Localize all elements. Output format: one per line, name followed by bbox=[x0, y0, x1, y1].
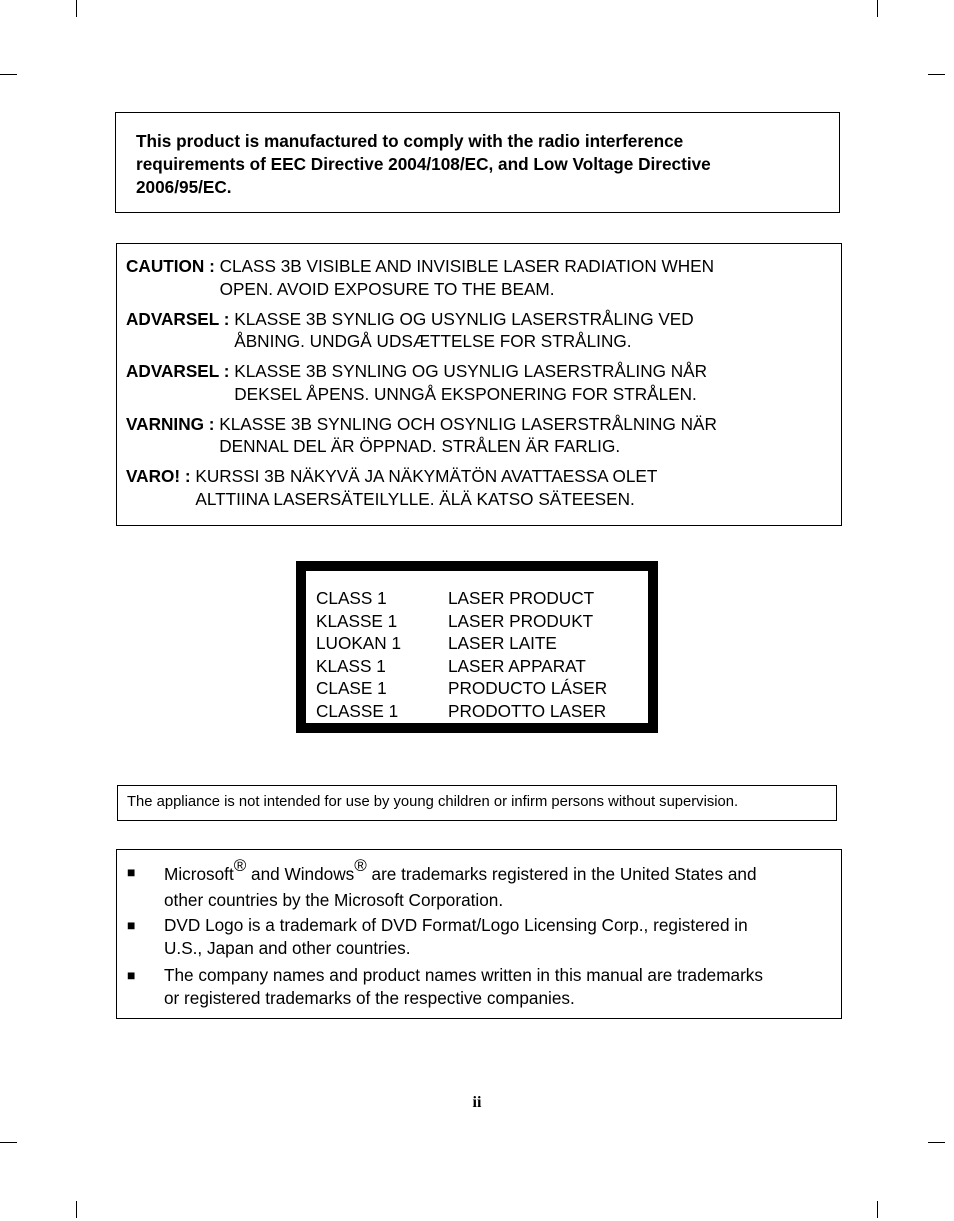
crop-mark bbox=[76, 1201, 77, 1218]
warning-text: KLASSE 3B SYNLING OCH OSYNLIG LASERSTRÅLNING NÄR bbox=[219, 413, 717, 434]
warning-advarsel-no bbox=[126, 360, 833, 405]
laser-class: KLASS 1 bbox=[316, 655, 386, 676]
crop-mark bbox=[76, 0, 77, 17]
laser-label-row bbox=[316, 677, 648, 700]
trademark-item-dvd bbox=[127, 914, 836, 960]
crop-mark bbox=[0, 1142, 17, 1143]
laser-caution-box bbox=[116, 243, 842, 526]
page-number: ii bbox=[472, 1094, 482, 1111]
crop-mark bbox=[928, 74, 945, 75]
crop-mark bbox=[0, 74, 17, 75]
warning-text: OPEN. AVOID EXPOSURE TO THE BEAM. bbox=[219, 278, 555, 299]
laser-product: LASER LAITE bbox=[448, 633, 557, 654]
warning-varning bbox=[126, 413, 833, 458]
laser-product: PRODOTTO LASER bbox=[448, 700, 607, 721]
warning-advarsel-da bbox=[126, 308, 833, 353]
warning-label: CAUTION : bbox=[126, 256, 220, 276]
warning-text: DEKSEL ÅPENS. UNNGÅ EKSPONERING FOR STRÅLEN. bbox=[234, 383, 697, 404]
laser-label-row bbox=[316, 655, 648, 678]
trademark-item-companies bbox=[127, 964, 836, 1010]
compliance-line: This product is manufactured to comply with the radio interference bbox=[136, 131, 684, 151]
bullet-icon: ■ bbox=[127, 967, 136, 983]
trademark-text: DVD Logo is a trademark of DVD Format/Logo Licensing Corp., registered in bbox=[164, 915, 748, 935]
crop-mark bbox=[877, 1201, 878, 1218]
laser-class: CLASS 1 bbox=[316, 588, 387, 608]
laser-class-label bbox=[296, 561, 658, 733]
trademark-text: other countries by the Microsoft Corporation. bbox=[164, 890, 504, 910]
warning-text: DENNAL DEL ÄR ÖPPNAD. STRÅLEN ÄR FARLIG. bbox=[219, 436, 621, 456]
crop-mark bbox=[928, 1142, 945, 1143]
laser-class: LUOKAN 1 bbox=[316, 633, 402, 654]
warning-text: CLASS 3B VISIBLE AND INVISIBLE LASER RADIATION WHEN bbox=[219, 256, 715, 276]
appliance-notice-text: The appliance is not intended for use by young children or infirm persons without supervision. bbox=[127, 794, 739, 810]
trademark-text: U.S., Japan and other countries. bbox=[164, 938, 411, 958]
warning-text: KLASSE 3B SYNLING OG USYNLIG LASERSTRÅLING NÅR bbox=[234, 361, 708, 381]
laser-product: PRODUCTO LÁSER bbox=[448, 678, 608, 699]
trademarks-box bbox=[116, 849, 842, 1019]
laser-product: LASER APPARAT bbox=[448, 655, 586, 676]
warning-text: ÅBNING. UNDGÅ UDSÆTTELSE FOR STRÅLING. bbox=[234, 331, 632, 351]
laser-label-row bbox=[316, 700, 648, 723]
warning-varo bbox=[126, 465, 833, 510]
laser-product: LASER PRODUCT bbox=[448, 588, 595, 608]
laser-label-row bbox=[316, 610, 648, 633]
warning-label: ADVARSEL : bbox=[126, 361, 235, 381]
trademark-text: Microsoft bbox=[164, 864, 234, 884]
bullet-icon: ■ bbox=[127, 864, 136, 880]
trademark-text: and Windows bbox=[246, 864, 355, 884]
laser-label-row bbox=[316, 632, 648, 655]
trademark-text: The company names and product names written in this manual are trademarks bbox=[164, 965, 763, 985]
warning-label: VARO! : bbox=[126, 466, 196, 486]
warning-label: ADVARSEL : bbox=[126, 308, 235, 329]
warning-text: KURSSI 3B NÄKYVÄ JA NÄKYMÄTÖN AVATTAESSA OLET bbox=[195, 466, 658, 486]
laser-label-row bbox=[316, 587, 648, 610]
laser-class: CLASSE 1 bbox=[316, 700, 399, 721]
registered-mark: ® bbox=[233, 856, 247, 875]
appliance-notice-box bbox=[117, 785, 837, 821]
warning-caution bbox=[126, 255, 833, 300]
compliance-notice-box bbox=[115, 112, 840, 213]
registered-mark: ® bbox=[354, 856, 367, 875]
warning-text: KLASSE 3B SYNLIG OG USYNLIG LASERSTRÅLING VED bbox=[234, 308, 694, 329]
bullet-icon: ■ bbox=[127, 917, 136, 933]
laser-class: CLASE 1 bbox=[316, 678, 387, 699]
warning-label: VARNING : bbox=[126, 413, 220, 434]
warning-text: ALTTIINA LASERSÄTEILYLLE. ÄLÄ KATSO SÄTEESEN. bbox=[195, 488, 635, 509]
compliance-line: 2006/95/EC. bbox=[136, 177, 232, 197]
trademark-text: are trademarks registered in the United States and bbox=[366, 864, 757, 884]
laser-class: KLASSE 1 bbox=[316, 610, 398, 631]
compliance-line: requirements of EEC Directive 2004/108/EC, and Low Voltage Directive bbox=[136, 154, 711, 174]
trademark-text: or registered trademarks of the respective companies. bbox=[164, 988, 575, 1008]
laser-class-label-inner bbox=[306, 571, 648, 723]
laser-product: LASER PRODUKT bbox=[448, 610, 594, 631]
trademark-item-microsoft bbox=[127, 856, 836, 913]
crop-mark bbox=[877, 0, 878, 17]
